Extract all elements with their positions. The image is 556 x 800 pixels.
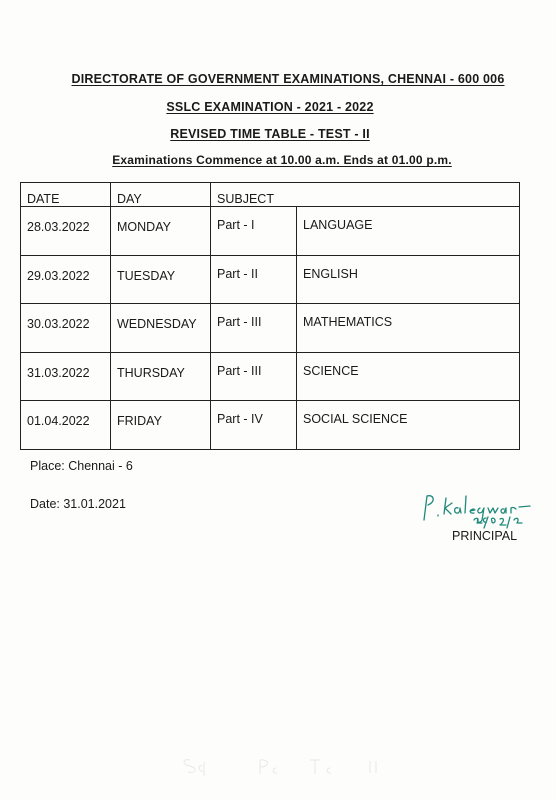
row-subject: LANGUAGE — [297, 207, 520, 256]
table-row — [21, 304, 520, 353]
row-day: WEDNESDAY — [111, 304, 211, 353]
row-day: TUESDAY — [111, 255, 211, 304]
date-line: Date: 31.01.2021 — [30, 497, 126, 511]
row-date: 31.03.2022 — [21, 352, 111, 401]
table-row — [21, 401, 520, 450]
timetable-heading: REVISED TIME TABLE - TEST - II — [170, 127, 370, 141]
column-header-subject: SUBJECT — [211, 183, 520, 207]
row-subject: ENGLISH — [297, 255, 520, 304]
row-day: FRIDAY — [111, 401, 211, 450]
bleed-through-watermark — [180, 752, 390, 780]
row-date: 30.03.2022 — [21, 304, 111, 353]
handwritten-signature — [418, 490, 542, 530]
row-subject: SOCIAL SCIENCE — [297, 401, 520, 450]
row-part: Part - II — [211, 255, 297, 304]
row-part: Part - I — [211, 207, 297, 256]
timing-heading: Examinations Commence at 10.00 a.m. Ends at 01.00 p.m. — [112, 153, 452, 167]
principal-label: PRINCIPAL — [452, 529, 518, 543]
column-header-day: DAY — [111, 183, 211, 207]
row-subject: MATHEMATICS — [297, 304, 520, 353]
row-day: THURSDAY — [111, 352, 211, 401]
row-part: Part - III — [211, 352, 297, 401]
row-date: 01.04.2022 — [21, 401, 111, 450]
row-part: Part - III — [211, 304, 297, 353]
table-row — [21, 207, 520, 256]
directorate-heading: DIRECTORATE OF GOVERNMENT EXAMINATIONS, CHENNAI - 600 006 — [71, 72, 505, 86]
table-header-row — [21, 183, 520, 207]
table-row — [21, 255, 520, 304]
place-line: Place: Chennai - 6 — [30, 459, 133, 473]
row-date: 29.03.2022 — [21, 255, 111, 304]
column-header-date: DATE — [21, 183, 111, 207]
row-subject: SCIENCE — [297, 352, 520, 401]
table-row — [21, 352, 520, 401]
exam-heading: SSLC EXAMINATION - 2021 - 2022 — [166, 100, 374, 114]
row-date: 28.03.2022 — [21, 207, 111, 256]
row-day: MONDAY — [111, 207, 211, 256]
timetable — [20, 182, 520, 450]
row-part: Part - IV — [211, 401, 297, 450]
